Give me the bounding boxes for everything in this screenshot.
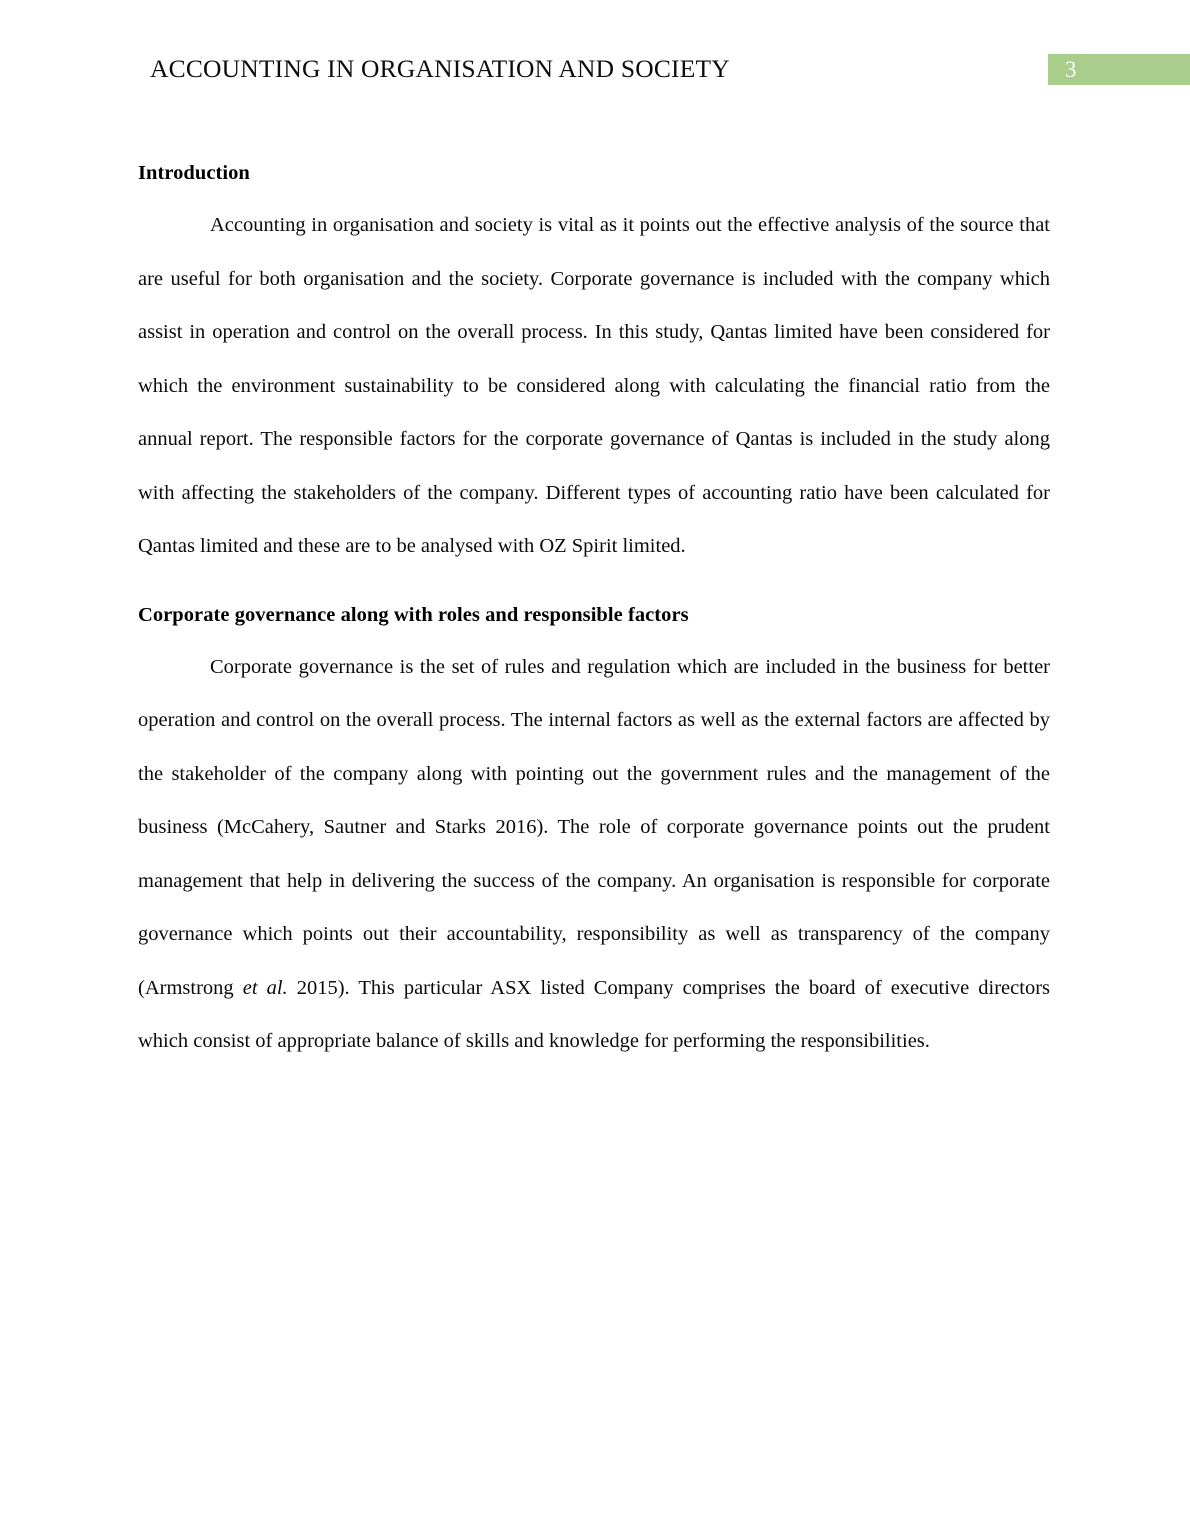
paragraph-text-part-2: 2015). This particular ASX listed Company comprises the board of executive directors which consist of appropriate balance of skills and knowledge for performing the responsibilities. — [138, 976, 1051, 1052]
page-number: 3 — [1065, 57, 1077, 82]
paragraph-text-part-1: Corporate governance is the set of rules and regulation which are included in the business for better operation and control on the overall process. The internal factors as well as the external factors are affected by the stakeholder of the company along with pointing out the government rules and the management of the business (McCahery, Sautner and Starks 2016). The role of corporate governance points out the prudent management that help in delivering the success of the company. An organisation is responsible for corporate governance which points out their accountability, responsibility as well as transparency of the company (Armstrong — [138, 655, 1050, 999]
spacer — [138, 574, 1050, 602]
spacer — [138, 187, 1050, 199]
header-title: ACCOUNTING IN ORGANISATION AND SOCIETY — [150, 54, 730, 83]
citation-et-al: et al. — [242, 976, 288, 999]
paragraph-corporate-governance — [138, 641, 1050, 1069]
page-number-badge — [1048, 54, 1190, 85]
spacer — [138, 629, 1050, 641]
section-heading-introduction: Introduction — [138, 162, 250, 184]
paragraph-introduction: Accounting in organisation and society is vital as it points out the effective analysis of the source that are useful for both organisation and the society. Corporate governance is included with the company which assist in operation and control on the overall process. In this study, Qantas limited have been considered for which the environment sustainability to be considered along with calculating the financial ratio from the annual report. The responsible factors for the corporate governance of Qantas is included in the study along with affecting the stakeholders of the company. Different types of accounting ratio have been calculated for Qantas limited and these are to be analysed with OZ Spirit limited. — [138, 214, 1050, 557]
running-header — [0, 52, 1190, 88]
document-body — [138, 160, 1050, 1069]
section-heading-corporate-governance: Corporate governance along with roles and responsible factors — [138, 603, 689, 626]
